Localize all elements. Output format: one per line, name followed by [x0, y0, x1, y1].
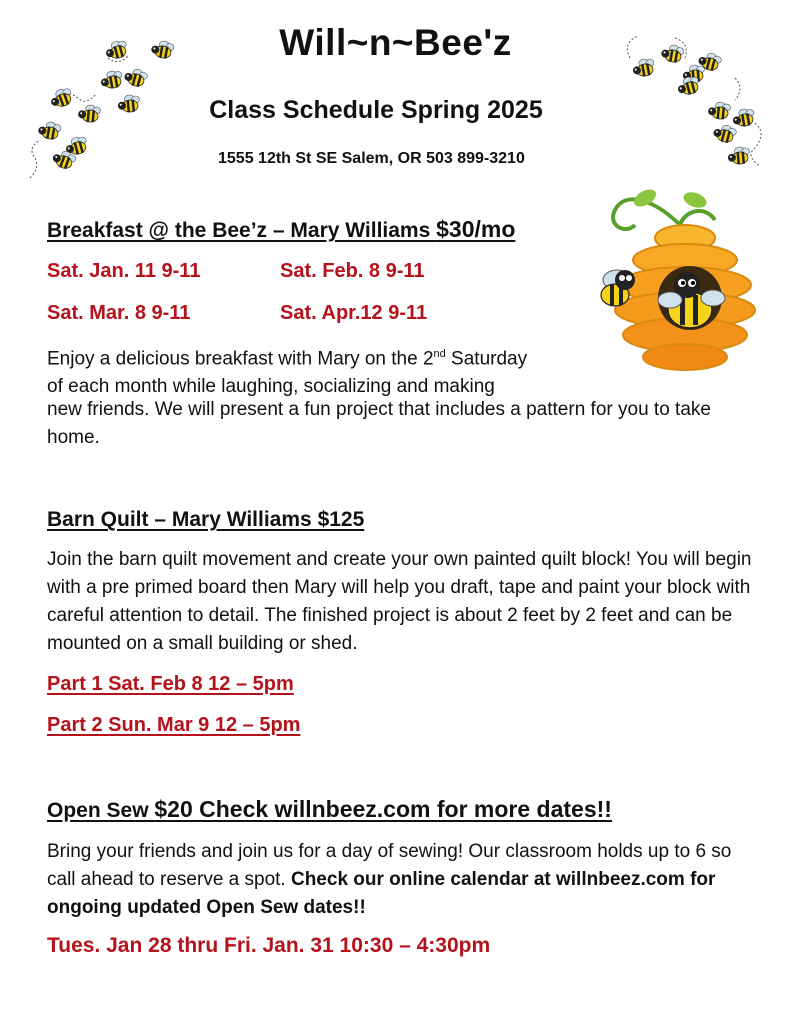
breakfast-date: Sat. Mar. 8 9-11 — [47, 302, 191, 324]
barn-quilt-part2: Part 2 Sun. Mar 9 12 – 5pm — [47, 714, 301, 736]
beehive-illustration — [585, 180, 765, 380]
open-sew-description: Bring your friends and join us for a day of sewing! Our classroom holds up to 6 so call ahead to reserve a spot. Check our online calendar at willnbeez.com for ongoing updated Open Sew dates!! — [47, 841, 732, 918]
breakfast-date: Sat. Feb. 8 9-11 — [280, 260, 425, 282]
shop-address: 1555 12th St SE Salem, OR 503 899-3210 — [218, 150, 525, 167]
barn-quilt-heading: Barn Quilt – Mary Williams $125 — [47, 508, 365, 531]
barn-quilt-part1: Part 1 Sat. Feb 8 12 – 5pm — [47, 673, 294, 695]
barn-quilt-description: Join the barn quilt movement and create your own painted quilt block! You will begin with a pre primed board then Mary will help you draft, tape and paint your block with careful attention to detail. The finished project is about 2 feet by 2 feet and can be mounted on a small building or shed. — [47, 549, 752, 654]
open-sew-dates: Tues. Jan 28 thru Fri. Jan. 31 10:30 – 4:30pm — [47, 934, 491, 957]
breakfast-date: Sat. Jan. 11 9-11 — [47, 260, 201, 282]
page-subtitle: Class Schedule Spring 2025 — [209, 96, 543, 124]
open-sew-heading: Open Sew $20 Check willnbeez.com for more dates!! — [47, 796, 612, 822]
page-title: Will~n~Bee'z — [279, 22, 512, 63]
breakfast-description: Enjoy a delicious breakfast with Mary on the 2nd Saturday of each month while laughing, socializing and making — [47, 348, 528, 398]
breakfast-heading: Breakfast @ the Bee’z – Mary Williams $30/mo — [47, 216, 516, 242]
breakfast-date: Sat. Apr.12 9-11 — [280, 302, 428, 324]
breakfast-description-cont: new friends. We will present a fun project that includes a pattern for you to take home. — [47, 399, 711, 448]
